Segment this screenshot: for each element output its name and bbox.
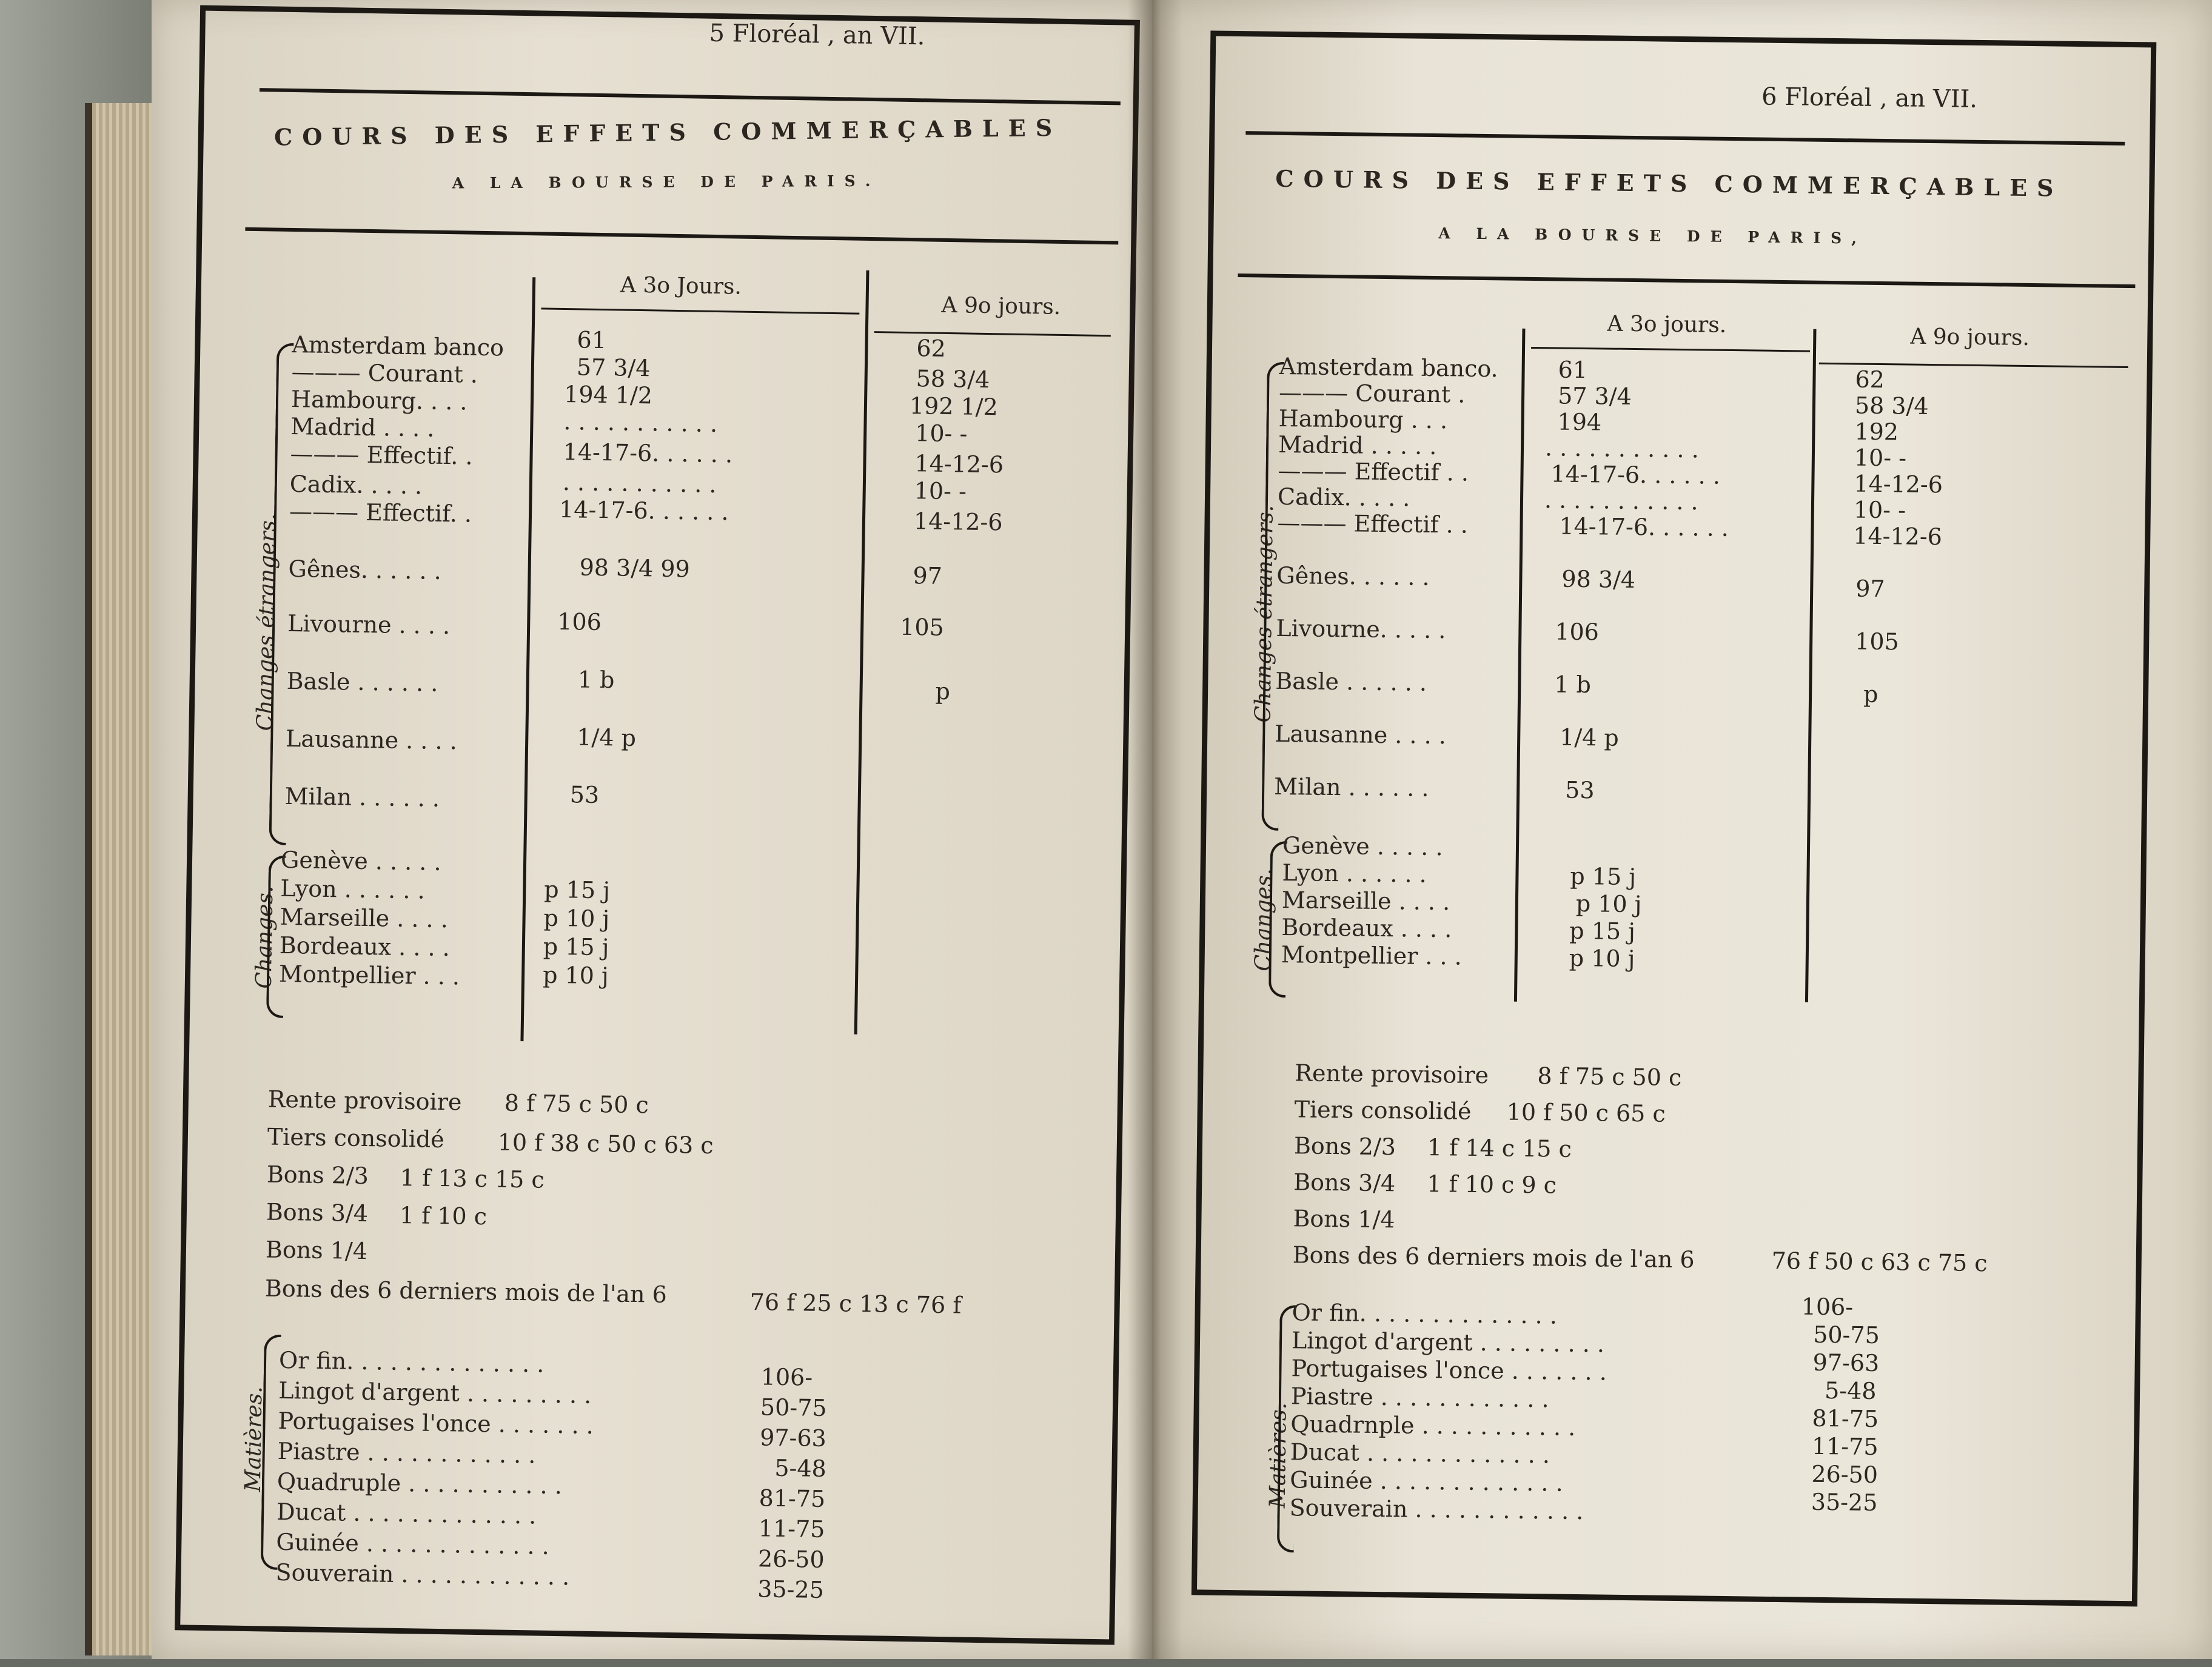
left-foreign-v30-6: 14-17-6. . . . . . bbox=[558, 495, 729, 526]
right-metal-label-4: Quadrnple . . . . . . . . . . . bbox=[1290, 1410, 1576, 1441]
left-foreign-v90-8: 105 bbox=[899, 613, 945, 641]
right-foreign-label-7: Gênes. . . . . . bbox=[1276, 562, 1430, 591]
left-domestic-label-2: Marseille . . . . bbox=[280, 903, 449, 933]
right-foreign-label-2: Hambourg . . . bbox=[1278, 404, 1448, 434]
left-foreign-label-10: Lausanne . . . . bbox=[285, 725, 458, 755]
right-foreign-v30-6: 14-17-6. . . . . . bbox=[1559, 512, 1729, 542]
right-foreign-label-3: Madrid . . . . . bbox=[1278, 431, 1437, 460]
right-rente-value-3: 1 f 10 c 9 c bbox=[1426, 1170, 1557, 1199]
right-title: COURS DES EFFETS COMMERÇABLES bbox=[1275, 164, 2063, 202]
left-foreign-label-0: Amsterdam banco bbox=[292, 330, 504, 361]
left-metal-label-4: Quadruple . . . . . . . . . . . bbox=[276, 1467, 563, 1500]
right-foreign-v90-0: 62 bbox=[1855, 366, 1885, 394]
left-rente-label-1: Tiers consolidé bbox=[267, 1123, 445, 1153]
left-foreign-label-8: Livourne . . . . bbox=[287, 609, 451, 640]
left-rente-value-2: 1 f 13 c 15 c bbox=[400, 1164, 545, 1193]
right-domestic-v30-4: p 10 j bbox=[1569, 944, 1635, 973]
right-rente-label-5: Bons des 6 derniers mois de l'an 6 bbox=[1292, 1241, 1695, 1273]
left-foreign-v90-3: 10- - bbox=[914, 420, 968, 448]
left-rente-value-0: 8 f 75 c 50 c bbox=[504, 1089, 649, 1119]
left-subtitle: A LA BOURSE DE PARIS. bbox=[452, 172, 881, 192]
right-foreign-label-0: Amsterdam banco. bbox=[1279, 352, 1498, 383]
left-col-90-header: A 9o jours. bbox=[941, 292, 1061, 320]
left-foreign-label-9: Basle . . . . . . bbox=[286, 667, 438, 697]
left-rente-value-3: 1 f 10 c bbox=[399, 1201, 488, 1230]
left-foreign-v90-6: 14-12-6 bbox=[913, 508, 1003, 536]
left-rente-value-1: 10 f 38 c 50 c 63 c bbox=[497, 1129, 714, 1159]
right-foreign-v90-8: 105 bbox=[1854, 628, 1900, 656]
left-domestic-label-0: Genève . . . . . bbox=[280, 846, 441, 876]
left-foreign-label-4: ——— Effectif. . bbox=[290, 440, 473, 470]
right-rente-label-0: Rente provisoire bbox=[1295, 1059, 1489, 1089]
left-col-30-header: A 3o Jours. bbox=[620, 272, 742, 300]
right-foreign-v30-0: 61 bbox=[1558, 356, 1588, 384]
right-foreign-v90-1: 58 3/4 bbox=[1854, 392, 1929, 420]
right-metal-value-3: 5-48 bbox=[1824, 1377, 1877, 1405]
right-foreign-v30-3: . . . . . . . . . . . bbox=[1544, 434, 1699, 463]
right-foreign-v30-8: 106 bbox=[1555, 618, 1600, 646]
right-domestic-v30-3: p 15 j bbox=[1569, 917, 1636, 945]
left-metal-label-1: Lingot d'argent . . . . . . . . . bbox=[278, 1377, 592, 1409]
right-rente-value-2: 1 f 14 c 15 c bbox=[1427, 1133, 1572, 1162]
left-rente-label-5: Bons des 6 derniers mois de l'an 6 bbox=[264, 1275, 668, 1308]
right-section-foreign: Changes étrangers. bbox=[1250, 505, 1278, 723]
left-section-foreign: Changes étrangers. bbox=[252, 513, 281, 731]
left-domestic-v30-3: p 15 j bbox=[543, 933, 609, 961]
left-foreign-v30-10: 1/4 p bbox=[576, 723, 637, 751]
right-foreign-v90-3: 10- - bbox=[1854, 444, 1907, 472]
left-rente-value-5: 76 f 25 c 13 c 76 f bbox=[749, 1289, 962, 1319]
left-foreign-v90-1: 58 3/4 bbox=[916, 365, 990, 394]
left-section-domestic: Changes. bbox=[251, 885, 278, 989]
left-foreign-v30-9: 1 b bbox=[577, 666, 615, 694]
left-metal-label-7: Souverain . . . . . . . . . . . . bbox=[275, 1558, 570, 1591]
right-rente-label-4: Bons 1/4 bbox=[1293, 1205, 1395, 1233]
left-rente-label-2: Bons 2/3 bbox=[266, 1161, 369, 1190]
left-foreign-label-7: Gênes. . . . . . bbox=[288, 555, 442, 585]
right-foreign-label-1: ——— Courant . bbox=[1278, 378, 1466, 408]
right-foreign-label-5: Cadix. . . . . bbox=[1277, 483, 1410, 512]
right-metal-value-1: 50-75 bbox=[1812, 1321, 1880, 1349]
left-foreign-v30-4: 14-17-6. . . . . . bbox=[563, 438, 733, 468]
right-rente-value-1: 10 f 50 c 65 c bbox=[1506, 1098, 1666, 1127]
left-title: COURS DES EFFETS COMMERÇABLES bbox=[273, 113, 1062, 151]
right-foreign-v90-9: p bbox=[1863, 680, 1879, 708]
right-domestic-label-1: Lyon . . . . . . bbox=[1282, 859, 1427, 888]
right-foreign-label-6: ——— Effectif . . bbox=[1277, 509, 1469, 538]
left-metal-value-6: 26-50 bbox=[757, 1545, 825, 1574]
right-section-metals: Matières. bbox=[1265, 1402, 1292, 1509]
right-foreign-label-11: Milan . . . . . . bbox=[1273, 773, 1429, 802]
right-metal-value-5: 11-75 bbox=[1811, 1432, 1879, 1461]
left-metal-value-0: 106- bbox=[760, 1363, 813, 1391]
left-rente-label-4: Bons 1/4 bbox=[265, 1236, 368, 1265]
left-foreign-v30-2: 194 1/2 bbox=[563, 381, 653, 409]
left-domestic-v30-4: p 10 j bbox=[542, 961, 609, 990]
left-metal-value-4: 81-75 bbox=[759, 1484, 826, 1513]
right-foreign-v30-9: 1 b bbox=[1554, 671, 1592, 699]
left-foreign-v30-0: 61 bbox=[577, 326, 607, 354]
right-foreign-v30-7: 98 3/4 bbox=[1561, 565, 1636, 594]
left-domestic-label-3: Bordeaux . . . . bbox=[279, 931, 451, 962]
right-foreign-v90-5: 10- - bbox=[1853, 496, 1906, 524]
right-foreign-v30-1: 57 3/4 bbox=[1557, 382, 1632, 410]
right-rente-label-1: Tiers consolidé bbox=[1294, 1096, 1472, 1125]
right-rente-value-0: 8 f 75 c 50 c bbox=[1537, 1062, 1682, 1092]
left-rente-label-3: Bons 3/4 bbox=[266, 1198, 369, 1227]
right-col-90-header: A 9o jours. bbox=[1910, 324, 2030, 351]
left-metal-value-7: 35-25 bbox=[757, 1575, 825, 1604]
left-foreign-v90-9: p bbox=[935, 677, 951, 705]
right-domestic-v30-1: p 15 j bbox=[1570, 862, 1637, 891]
left-rente-label-0: Rente provisoire bbox=[267, 1085, 462, 1116]
left-metal-label-0: Or fin. . . . . . . . . . . . . . bbox=[278, 1346, 545, 1378]
right-foreign-v90-4: 14-12-6 bbox=[1854, 470, 1943, 498]
left-foreign-v90-2: 192 1/2 bbox=[909, 392, 999, 421]
right-metal-label-7: Souverain . . . . . . . . . . . . bbox=[1289, 1494, 1584, 1525]
left-foreign-v30-8: 106 bbox=[557, 608, 602, 636]
left-foreign-label-5: Cadix. . . . . bbox=[289, 470, 423, 500]
left-foreign-v30-5: . . . . . . . . . . . bbox=[562, 469, 717, 498]
left-page bbox=[152, 0, 1152, 1659]
right-domestic-label-4: Montpellier . . . bbox=[1281, 941, 1463, 970]
right-foreign-label-9: Basle . . . . . . bbox=[1275, 667, 1427, 696]
left-foreign-v90-7: 97 bbox=[913, 562, 943, 589]
right-metal-label-5: Ducat . . . . . . . . . . . . . bbox=[1290, 1438, 1550, 1469]
left-metal-value-1: 50-75 bbox=[760, 1394, 827, 1422]
right-running-head: 6 Floréal , an VII. bbox=[1761, 82, 1978, 113]
left-foreign-label-11: Milan . . . . . . bbox=[284, 782, 440, 812]
right-foreign-v90-2: 192 bbox=[1854, 418, 1899, 446]
right-domestic-label-0: Genève . . . . . bbox=[1282, 831, 1443, 861]
right-foreign-label-10: Lausanne . . . . bbox=[1275, 720, 1447, 750]
left-foreign-label-1: ——— Courant . bbox=[291, 358, 478, 388]
left-metal-label-3: Piastre . . . . . . . . . . . . bbox=[277, 1437, 536, 1469]
right-foreign-label-8: Livourne. . . . . bbox=[1276, 614, 1446, 644]
left-foreign-label-3: Madrid . . . . bbox=[290, 412, 435, 442]
right-page bbox=[1152, 0, 2212, 1659]
right-domestic-label-3: Bordeaux . . . . bbox=[1281, 913, 1452, 943]
right-metal-label-1: Lingot d'argent . . . . . . . . . bbox=[1291, 1327, 1605, 1358]
right-rente-label-2: Bons 2/3 bbox=[1293, 1132, 1396, 1161]
right-metal-value-4: 81-75 bbox=[1812, 1404, 1879, 1433]
left-foreign-v90-0: 62 bbox=[916, 335, 947, 362]
right-domestic-label-2: Marseille . . . . bbox=[1281, 886, 1450, 916]
right-metal-label-2: Portugaises l'once . . . . . . . bbox=[1291, 1355, 1607, 1386]
right-section-domestic: Changes. bbox=[1250, 868, 1277, 971]
left-metal-label-5: Ducat . . . . . . . . . . . . . bbox=[276, 1498, 537, 1529]
right-metal-value-7: 35-25 bbox=[1811, 1488, 1878, 1517]
right-foreign-v90-7: 97 bbox=[1855, 575, 1885, 603]
left-foreign-v30-1: 57 3/4 bbox=[576, 354, 651, 382]
right-foreign-v30-2: 194 bbox=[1557, 408, 1602, 436]
left-foreign-label-2: Hambourg. . . . bbox=[290, 385, 468, 415]
left-metal-value-3: 5-48 bbox=[774, 1454, 827, 1483]
left-domestic-v30-1: p 15 j bbox=[544, 876, 611, 904]
left-domestic-label-1: Lyon . . . . . . bbox=[280, 874, 425, 904]
right-foreign-v30-10: 1/4 p bbox=[1559, 723, 1620, 751]
left-foreign-v30-7: 98 3/4 99 bbox=[579, 554, 691, 583]
right-metal-value-6: 26-50 bbox=[1811, 1460, 1879, 1489]
left-domestic-v30-2: p 10 j bbox=[543, 904, 610, 933]
right-subtitle: A LA BOURSE DE PARIS, bbox=[1438, 224, 1868, 247]
left-running-head: 5 Floréal , an VII. bbox=[709, 19, 925, 51]
right-domestic-v30-2: p 10 j bbox=[1575, 890, 1642, 918]
left-domestic-label-4: Montpellier . . . bbox=[278, 960, 460, 990]
right-metal-label-3: Piastre . . . . . . . . . . . . bbox=[1290, 1383, 1549, 1413]
right-foreign-v30-5: . . . . . . . . . . . bbox=[1544, 486, 1698, 515]
right-metal-value-0: 106- bbox=[1801, 1293, 1854, 1321]
right-metal-value-2: 97-63 bbox=[1812, 1349, 1880, 1377]
left-foreign-v30-11: 53 bbox=[569, 781, 600, 809]
right-metal-label-0: Or fin. . . . . . . . . . . . . . bbox=[1292, 1299, 1558, 1329]
right-foreign-v90-6: 14-12-6 bbox=[1853, 522, 1943, 551]
left-foreign-v30-3: . . . . . . . . . . . bbox=[563, 408, 718, 438]
left-metal-value-5: 11-75 bbox=[758, 1515, 825, 1543]
left-metal-label-2: Portugaises l'once . . . . . . . bbox=[278, 1407, 594, 1440]
right-foreign-label-4: ——— Effectif . . bbox=[1278, 457, 1469, 486]
left-metal-label-6: Guinée . . . . . . . . . . . . . bbox=[276, 1528, 550, 1560]
right-rente-value-5: 76 f 50 c 63 c 75 c bbox=[1771, 1247, 1988, 1277]
right-col-30-header: A 3o jours. bbox=[1607, 311, 1727, 338]
right-rente-label-3: Bons 3/4 bbox=[1293, 1169, 1396, 1197]
left-foreign-v90-5: 10- - bbox=[914, 477, 967, 505]
left-foreign-v90-4: 14-12-6 bbox=[914, 450, 1004, 478]
right-metal-label-6: Guinée . . . . . . . . . . . . . bbox=[1289, 1466, 1563, 1497]
book-gutter-shadow bbox=[1128, 0, 1182, 1659]
left-foreign-label-6: ——— Effectif. . bbox=[289, 497, 472, 528]
right-foreign-v30-4: 14-17-6. . . . . . bbox=[1550, 460, 1721, 489]
left-section-metals: Matières. bbox=[240, 1386, 267, 1492]
left-metal-value-2: 97-63 bbox=[759, 1424, 827, 1452]
right-foreign-v30-11: 53 bbox=[1564, 776, 1595, 804]
